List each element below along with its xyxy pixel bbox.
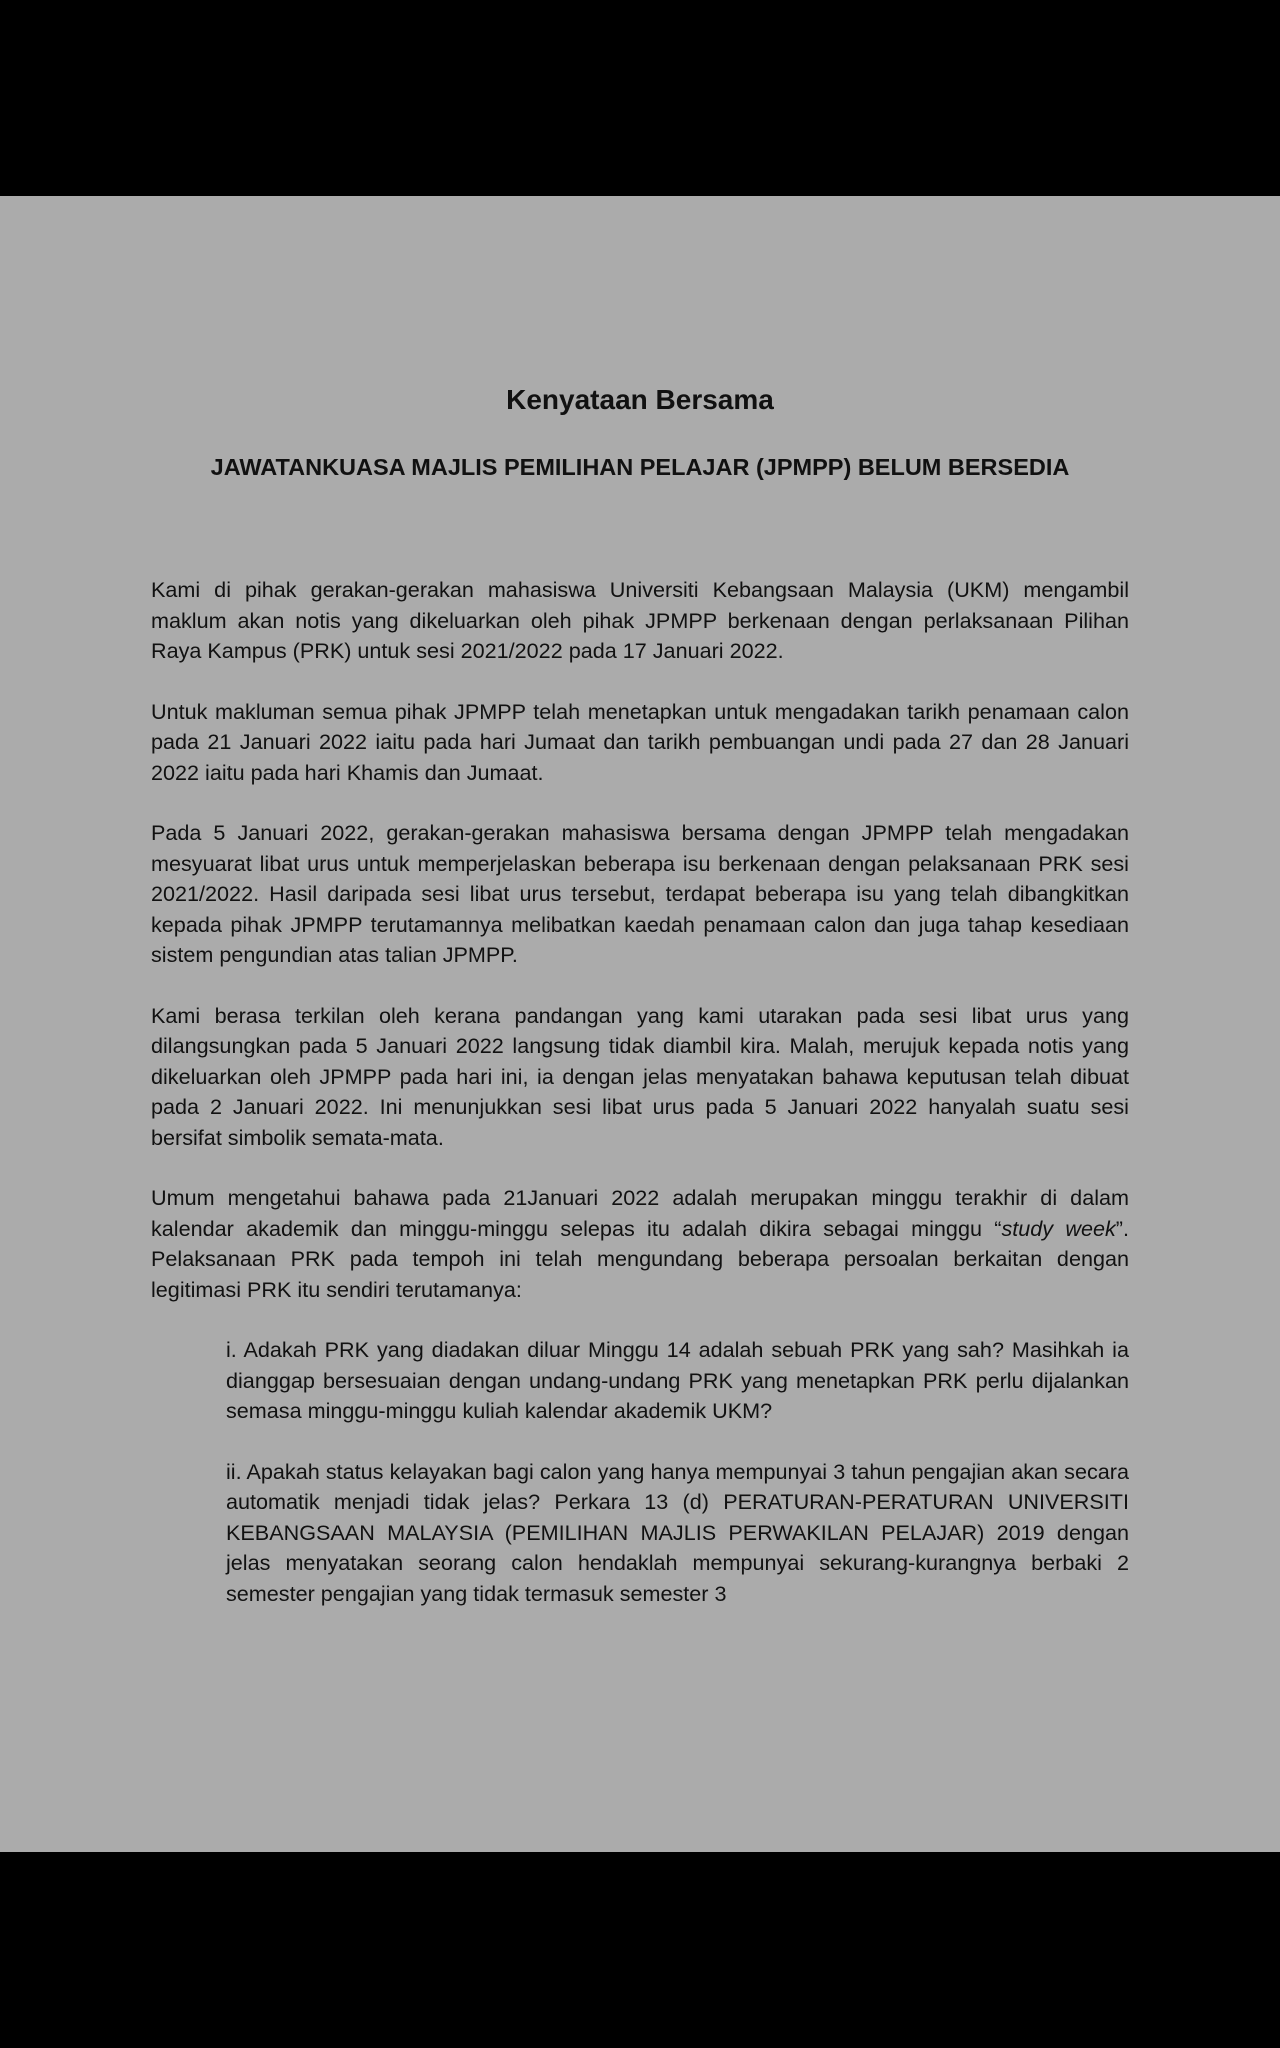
paragraph-5-text-after: ”. Pelaksanaan PRK pada tempoh ini telah mengundang beberapa persoalan berkaitan dengan legitimasi PRK itu sendiri terutamanya:	[151, 1215, 1129, 1302]
paragraph-1: Kami di pihak gerakan-gerakan mahasiswa Universiti Kebangsaan Malaysia (UKM) mengambil maklum akan notis yang dikeluarkan oleh pihak JPMPP berkenaan dengan perlaksanaan Pilihan Raya Kampus (PRK) untuk sesi 2021/2022 pada 17 Januari 2022.	[151, 577, 1129, 663]
document-body	[151, 575, 1129, 1639]
paragraph-2: Untuk makluman semua pihak JPMPP telah menetapkan untuk mengadakan tarikh penamaan calon pada 21 Januari 2022 iaitu pada hari Jumaat dan tarikh pembuangan undi pada 27 dan 28 Januari 2022 iaitu pada hari Khamis dan Jumaat.	[151, 698, 1129, 785]
document-page	[0, 196, 1280, 1852]
list-item: ii. Apakah status kelayakan bagi calon yang hanya mempunyai 3 tahun pengajian akan secara automatik menjadi tidak jelas? Perkara 13 (d) PERATURAN-PERATURAN UNIVERSITI KEBANGSAAN MALAYSIA (PEMILIHAN MAJLIS PERWAKILAN PELAJAR) 2019 dengan jelas menyatakan seorang calon hendaklah mempunyai sekurang-kurangnya berbaki 2 semester pengajian yang tidak termasuk semester 3	[226, 1458, 1129, 1606]
paragraph-4: Kami berasa terkilan oleh kerana pandangan yang kami utarakan pada sesi libat urus yang dilangsungkan pada 5 Januari 2022 langsung tidak diambil kira. Malah, merujuk kepada notis yang dikeluarkan oleh JPMPP pada hari ini, ia dengan jelas menyatakan bahawa keputusan telah dibuat pada 2 Januari 2022. Ini menunjukkan sesi libat urus pada 5 Januari 2022 hanyalah suatu sesi bersifat simbolik semata-mata.	[151, 1002, 1129, 1150]
document-title: Kenyataan Bersama	[506, 384, 774, 415]
paragraph-5-italic-term: study week	[1001, 1215, 1116, 1241]
list-item: i. Adakah PRK yang diadakan diluar Minggu 14 adalah sebuah PRK yang sah? Masihkah ia dianggap bersesuaian dengan undang-undang PRK yang menetapkan PRK perlu dijalankan semasa minggu-minggu kuliah kalendar akademik UKM?	[226, 1337, 1129, 1423]
question-list	[226, 1335, 1129, 1609]
paragraph-3: Pada 5 Januari 2022, gerakan-gerakan mahasiswa bersama dengan JPMPP telah mengadakan mesyuarat libat urus untuk memperjelaskan beberapa isu berkenaan dengan pelaksanaan PRK sesi 2021/2022. Hasil daripada sesi libat urus tersebut, terdapat beberapa isu yang telah dibangkitkan kepada pihak JPMPP terutamannya melibatkan kaedah penamaan calon dan juga tahap kesediaan sistem pengundian atas talian JPMPP.	[151, 820, 1129, 967]
paragraph-5-text-before: Umum mengetahui bahawa pada 21Januari 2022 adalah merupakan minggu terakhir di dalam kalendar akademik dan minggu-minggu selepas itu adalah dikira sebagai minggu “	[151, 1185, 1129, 1241]
document-subtitle: JAWATANKUASA MAJLIS PEMILIHAN PELAJAR (JPMPP) BELUM BERSEDIA	[210, 454, 1070, 480]
paragraph-5	[151, 1183, 1129, 1305]
